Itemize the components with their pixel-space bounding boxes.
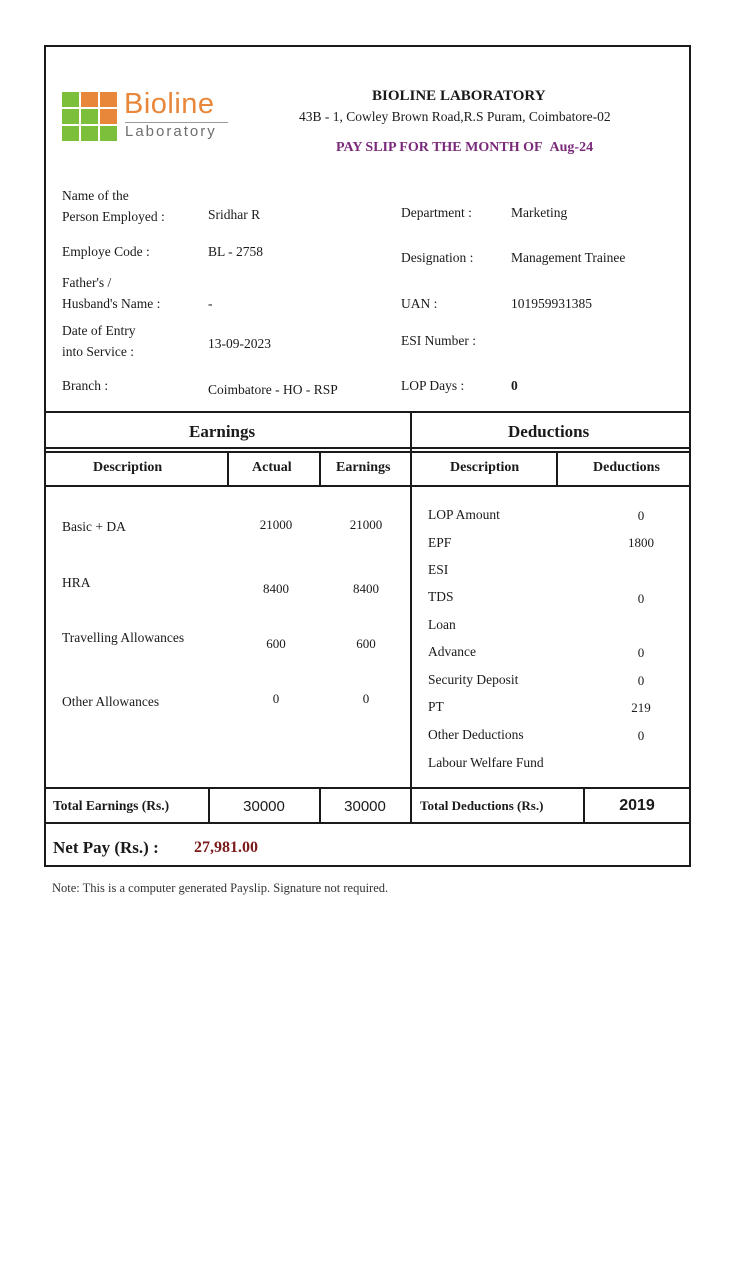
department-label: Department : [401,205,472,220]
earn-col-earnings: Earnings [336,460,391,475]
earnings-title: Earnings [189,422,256,441]
divider-line [46,485,689,487]
branch-value: Coimbatore - HO - RSP [208,382,338,397]
logo-brand-text: Bioline [124,88,215,120]
ded-row-description: Other Deductions [428,727,524,742]
payslip-title [336,140,593,156]
company-name: BIOLINE LABORATORY [372,88,546,104]
total-deductions-label: Total Deductions (Rs.) [420,798,544,813]
divider-line [46,451,689,453]
ded-col-description: Description [450,460,520,475]
earn-row-earnings: 600 [356,636,376,651]
designation-value: Management Trainee [511,250,626,265]
ded-col-deductions: Deductions [593,460,660,475]
ded-row-amount: 0 [637,673,645,688]
ded-row-amount: 0 [637,645,645,660]
company-address: 43B - 1, Cowley Brown Road,R.S Puram, Coimbatore-02 [299,109,611,124]
code-label: Employe Code : [62,244,150,259]
branch-label: Branch : [62,378,109,393]
net-pay-label: Net Pay (Rs.) : [53,838,159,857]
ded-row-description: ESI [428,562,449,577]
employee-code: BL - 2758 [208,244,263,259]
ded-row-amount: 1800 [628,535,654,550]
department-value: Marketing [511,205,568,220]
ded-row-amount: 0 [637,508,645,523]
designation-label: Designation : [401,250,474,265]
lop-days-value: 0 [511,378,518,393]
net-pay-value: 27,981.00 [194,839,258,856]
earn-row-description: Travelling Allowances [62,630,185,645]
divider-line [410,411,412,822]
uan-value: 101959931385 [511,296,592,311]
footer-note: Note: This is a computer generated Payslip. Signature not required. [52,881,389,895]
esi-label: ESI Number : [401,333,476,348]
ded-row-description: TDS [428,589,454,604]
divider-line [319,451,321,485]
lop-days-label: LOP Days : [401,378,465,393]
payslip-month: Aug-24 [549,140,594,155]
father-label-1: Father's / [62,275,112,290]
ded-row-description: Security Deposit [428,672,519,687]
divider-line [556,451,558,485]
earn-col-description: Description [93,460,163,475]
divider-line [46,787,689,789]
earn-row-earnings: 21000 [349,517,383,532]
divider-line [227,451,229,485]
earn-row-description: Basic + DA [62,519,126,534]
total-earnings-label: Total Earnings (Rs.) [53,798,170,813]
payslip-title-text: PAY SLIP FOR THE MONTH OF [336,140,543,155]
payslip-sheet [44,45,691,867]
ded-row-description: LOP Amount [428,507,500,522]
divider-line [46,411,689,413]
earn-row-earnings: 0 [362,691,370,706]
earn-row-actual: 0 [272,691,280,706]
total-actual-value: 30000 [243,798,285,815]
ded-row-description: EPF [428,535,452,550]
deductions-title: Deductions [508,422,590,441]
earn-row-description: HRA [62,575,91,590]
entry-label-2: into Service : [62,344,134,359]
name-label-1: Name of the [62,188,129,203]
employee-name: Sridhar R [208,207,261,222]
logo-grid-icon [62,90,120,144]
total-earnings-value: 30000 [344,798,386,815]
total-deductions-value: 2019 [619,797,655,814]
ded-row-description: PT [428,699,444,714]
entry-label-1: Date of Entry [62,323,136,338]
earn-row-description: Other Allowances [62,694,160,709]
earn-row-actual: 8400 [263,581,289,596]
divider-line [46,447,689,449]
company-logo [62,90,232,150]
earn-row-actual: 600 [266,636,286,651]
earn-row-earnings: 8400 [353,581,379,596]
logo-sub-text: Laboratory [125,123,217,140]
ded-row-amount: 0 [637,591,645,606]
ded-row-description: Advance [428,644,476,659]
father-label-2: Husband's Name : [62,296,161,311]
ded-row-amount: 0 [637,728,645,743]
earn-row-actual: 21000 [259,517,293,532]
earn-col-actual: Actual [252,460,292,475]
uan-label: UAN : [401,296,438,311]
ded-row-description: Labour Welfare Fund [428,755,544,770]
name-label-2: Person Employed : [62,209,165,224]
ded-row-description: Loan [428,617,456,632]
entry-date: 13-09-2023 [208,336,271,351]
ded-row-amount: 219 [631,700,651,715]
father-name: - [208,296,213,311]
divider-line [46,822,689,824]
